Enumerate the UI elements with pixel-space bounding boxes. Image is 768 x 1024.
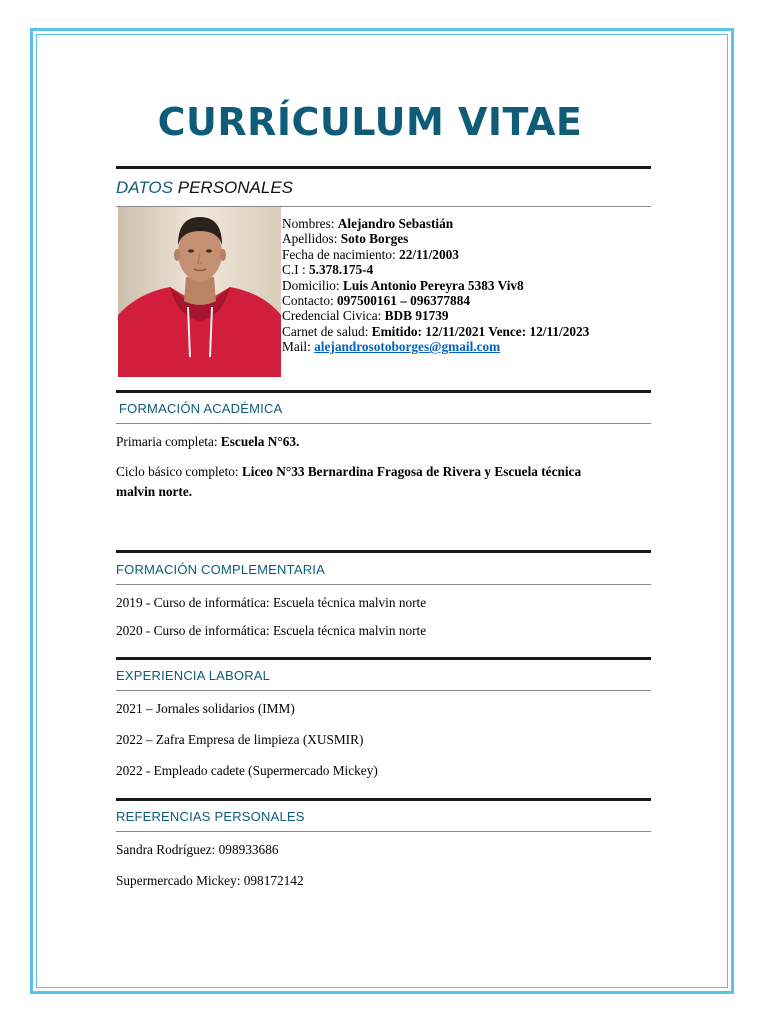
complementaria-item: 2020 - Curso de informática: Escuela técnica malvin norte (116, 623, 427, 638)
portrait-image (118, 207, 281, 377)
formacion-complementaria-heading: FORMACIÓN COMPLEMENTARIA (116, 562, 325, 577)
section-rule-thick (116, 657, 651, 660)
info-row-contacto: Contacto: 097500161 – 096377884 (282, 293, 470, 309)
referencias-personales-heading: REFERENCIAS PERSONALES (116, 809, 305, 824)
section-rule-thin (116, 423, 651, 424)
personal-info-block (282, 216, 589, 355)
academica-item-primaria: Primaria completa: Escuela N°63. (116, 434, 300, 449)
experiencia-item: 2022 - Empleado cadete (Supermercado Mickey) (116, 763, 378, 778)
referencia-item: Supermercado Mickey: 098172142 (116, 873, 304, 888)
section-rule-thin (116, 831, 651, 832)
info-row-mail: Mail: alejandrosotoborges@gmail.com (282, 339, 501, 355)
section-rule-thick (116, 166, 651, 169)
document-title: CURRÍCULUM VITAE (157, 100, 583, 144)
info-row-ci: C.I : 5.378.175-4 (282, 262, 374, 278)
academica-item-ciclo-basico: Ciclo básico completo: Liceo N°33 Bernardina Fragosa de Rivera y Escuela técnica malvin norte. (116, 464, 582, 499)
info-row-fecha-nacimiento: Fecha de nacimiento: 22/11/2003 (282, 246, 459, 262)
formacion-academica-heading: FORMACIÓN ACADÉMICA (119, 401, 283, 416)
experiencia-item: 2022 – Zafra Empresa de limpieza (XUSMIR) (116, 732, 364, 747)
section-rule-thick (116, 798, 651, 801)
profile-photo (118, 207, 281, 377)
referencia-item: Sandra Rodríguez: 098933686 (116, 842, 279, 857)
section-rule-thin (116, 584, 651, 585)
info-row-domicilio: Domicilio: Luis Antonio Pereyra 5383 Viv8 (282, 277, 524, 293)
section-rule-thick (116, 550, 651, 553)
datos-personales-heading: DATOS PERSONALES (116, 178, 293, 197)
complementaria-item: 2019 - Curso de informática: Escuela técnica malvin norte (116, 595, 427, 610)
info-row-carnet-salud: Carnet de salud: Emitido: 12/11/2021 Vence: 12/11/2023 (282, 323, 590, 339)
info-row-nombres: Nombres: Alejandro Sebastián (282, 216, 454, 231)
experiencia-item: 2021 – Jornales solidarios (IMM) (116, 701, 295, 716)
section-rule-thick (116, 390, 651, 393)
info-row-credencial: Credencial Civica: BDB 91739 (282, 308, 449, 324)
email-link[interactable]: alejandrosotoborges@gmail.com (314, 339, 501, 355)
info-row-apellidos: Apellidos: Soto Borges (282, 231, 409, 247)
experiencia-laboral-heading: EXPERIENCIA LABORAL (116, 668, 271, 683)
section-rule-thin (116, 690, 651, 691)
